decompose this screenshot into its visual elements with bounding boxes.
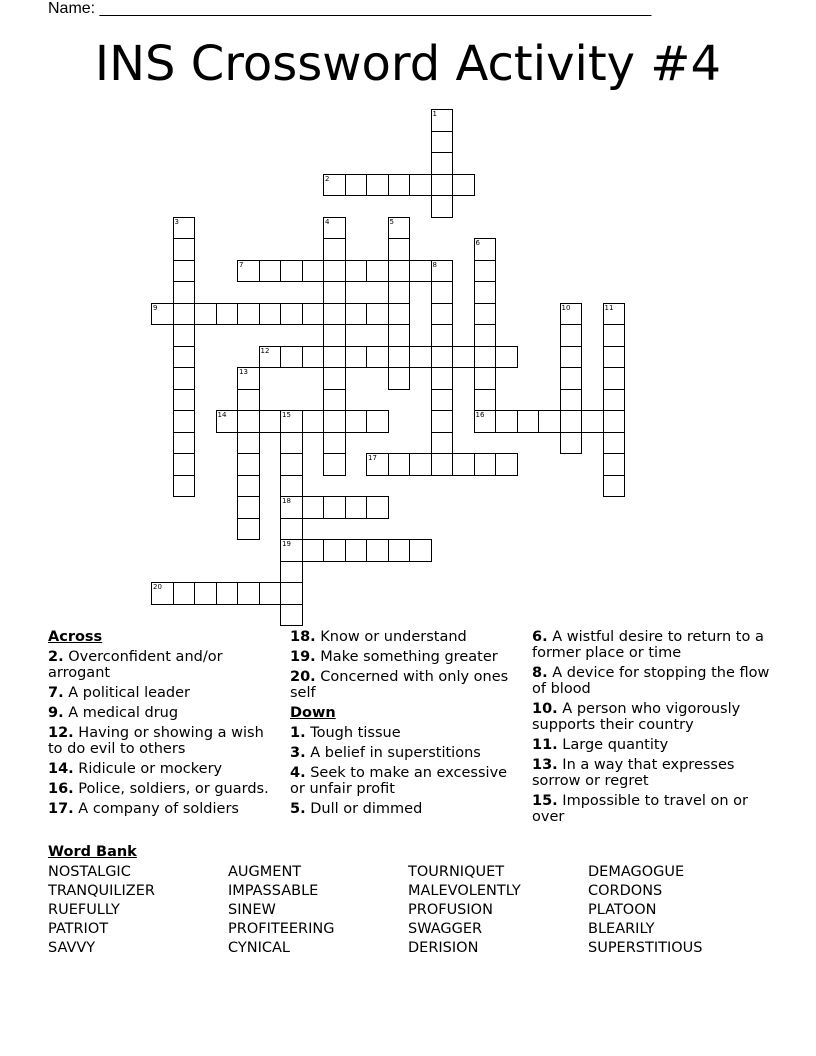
crossword-cell[interactable] (323, 389, 346, 412)
crossword-cell[interactable] (280, 496, 303, 519)
cell-number: 2 (325, 174, 330, 183)
clue-number: 3. (290, 745, 306, 761)
clue-down-8 (532, 665, 772, 697)
clues-column-2 (290, 629, 525, 821)
clue-text: A person who vigorously supports their country (532, 701, 741, 733)
clue-text: Police, soldiers, or guards. (78, 781, 269, 797)
crossword-cell[interactable] (216, 410, 239, 433)
cell-number: 20 (153, 583, 162, 591)
crossword-cell[interactable] (323, 432, 346, 455)
crossword-cell[interactable] (302, 303, 325, 326)
crossword-cell[interactable] (431, 195, 454, 218)
clue-number: 17. (48, 801, 74, 817)
clue-number: 12. (48, 725, 74, 741)
clue-down-3 (290, 745, 525, 761)
crossword-cell[interactable] (560, 303, 583, 326)
crossword-cell[interactable] (237, 367, 260, 390)
clue-number: 10. (532, 701, 558, 717)
clue-across-9 (48, 705, 278, 721)
crossword-cell[interactable] (345, 496, 368, 519)
word-bank-word: PROFUSION (408, 902, 493, 918)
clue-across-12 (48, 725, 278, 757)
crossword-cell[interactable] (237, 260, 260, 283)
crossword-cell[interactable] (280, 346, 303, 369)
clue-across-19 (290, 649, 525, 665)
word-bank-word: AUGMENT (228, 864, 302, 880)
cell-number: 16 (475, 411, 485, 419)
crossword-cell[interactable] (603, 453, 626, 476)
crossword-cell[interactable] (216, 303, 239, 326)
crossword-cell[interactable] (388, 346, 411, 369)
crossword-cell[interactable] (302, 496, 325, 519)
crossword-cell[interactable] (366, 539, 389, 562)
clue-number: 5. (290, 801, 306, 817)
word-bank-word: CORDONS (588, 883, 663, 899)
crossword-cell[interactable] (431, 109, 454, 132)
crossword-cell[interactable] (323, 303, 346, 326)
crossword-cell[interactable] (173, 432, 196, 455)
crossword-cell[interactable] (366, 346, 389, 369)
cell-number: 10 (561, 303, 571, 312)
clue-down-13 (532, 757, 772, 789)
crossword-cell[interactable] (345, 174, 368, 197)
clue-text: Overconfident and/or arrogant (48, 649, 223, 681)
crossword-cell[interactable] (302, 410, 325, 433)
clues-column-3 (532, 629, 772, 829)
clue-number: 18. (290, 629, 316, 645)
cell-number: 11 (604, 303, 614, 312)
crossword-cell[interactable] (173, 303, 196, 326)
word-bank-word: NOSTALGIC (48, 864, 131, 880)
word-bank-heading: Word Bank (48, 844, 137, 860)
clue-text: Tough tissue (310, 725, 401, 741)
clue-across-14 (48, 761, 278, 777)
crossword-cell[interactable] (452, 346, 475, 369)
crossword-cell[interactable] (345, 303, 368, 326)
crossword-cell[interactable] (431, 410, 454, 433)
word-bank-word: DEMAGOGUE (588, 864, 685, 880)
crossword-cell[interactable] (560, 432, 583, 455)
clue-number: 6. (532, 629, 548, 645)
crossword-cell[interactable] (216, 582, 239, 605)
crossword-cell[interactable] (388, 217, 411, 240)
word-bank-word: TRANQUILIZER (48, 883, 155, 899)
crossword-cell[interactable] (431, 281, 454, 304)
crossword-cell[interactable] (495, 410, 518, 433)
crossword-cell[interactable] (302, 260, 325, 283)
down-heading: Down (290, 705, 336, 721)
crossword-cell[interactable] (173, 582, 196, 605)
crossword-cell[interactable] (409, 539, 432, 562)
word-bank-word: PLATOON (588, 902, 657, 918)
crossword-cell[interactable] (173, 346, 196, 369)
crossword-cell[interactable] (345, 539, 368, 562)
crossword-cell[interactable] (323, 453, 346, 476)
crossword-cell[interactable] (409, 260, 432, 283)
word-bank-word: SUPERSTITIOUS (588, 940, 703, 956)
crossword-cell[interactable] (280, 453, 303, 476)
crossword-cell[interactable] (194, 303, 217, 326)
crossword-cell[interactable] (173, 367, 196, 390)
crossword-cell[interactable] (173, 453, 196, 476)
crossword-cell[interactable] (474, 410, 497, 433)
cell-number: 19 (282, 540, 291, 548)
crossword-cell[interactable] (151, 303, 174, 326)
clue-text: Large quantity (562, 737, 669, 753)
crossword-cell[interactable] (603, 303, 626, 326)
page-title: INS Crossword Activity #4 (94, 36, 722, 92)
crossword-cell[interactable] (366, 496, 389, 519)
crossword-cell[interactable] (431, 346, 454, 369)
crossword-cell[interactable] (280, 518, 303, 541)
crossword-cell[interactable] (345, 260, 368, 283)
word-bank-column-4 (588, 863, 703, 958)
clue-number: 7. (48, 685, 64, 701)
crossword-cell[interactable] (388, 174, 411, 197)
word-bank-word: PROFITEERING (228, 921, 335, 937)
crossword-cell[interactable] (474, 260, 497, 283)
clue-down-1 (290, 725, 525, 741)
crossword-cell[interactable] (431, 260, 454, 283)
crossword-cell[interactable] (280, 475, 303, 498)
clue-number: 19. (290, 649, 316, 665)
crossword-cell[interactable] (474, 367, 497, 390)
name-field-label[interactable]: Name: ______________________________________________________________ (48, 0, 652, 17)
word-bank-word: CYNICAL (228, 940, 290, 956)
crossword-cell[interactable] (280, 539, 303, 562)
crossword-cell[interactable] (173, 281, 196, 304)
cell-number: 1 (432, 110, 437, 118)
clue-number: 9. (48, 705, 64, 721)
crossword-cell[interactable] (259, 410, 282, 433)
clue-number: 8. (532, 665, 548, 681)
crossword-cell[interactable] (173, 389, 196, 412)
crossword-cell[interactable] (474, 453, 497, 476)
crossword-cell[interactable] (280, 260, 303, 283)
word-bank-word: PATRIOT (48, 921, 109, 937)
clue-down-11 (532, 737, 772, 753)
crossword-cell[interactable] (237, 410, 260, 433)
clue-number: 20. (290, 669, 316, 685)
cell-number: 12 (260, 346, 270, 355)
word-bank-word: SINEW (228, 902, 276, 918)
crossword-cell[interactable] (560, 346, 583, 369)
crossword-cell[interactable] (431, 303, 454, 326)
clue-text: In a way that expresses sorrow or regret (532, 757, 735, 789)
crossword-cell[interactable] (237, 432, 260, 455)
crossword-cell[interactable] (280, 561, 303, 584)
clue-number: 2. (48, 649, 64, 665)
crossword-cell[interactable] (237, 389, 260, 412)
crossword-cell[interactable] (259, 303, 282, 326)
clue-down-15 (532, 793, 772, 825)
crossword-cell[interactable] (280, 410, 303, 433)
crossword-cell[interactable] (151, 582, 174, 605)
clue-text: A belief in superstitions (310, 745, 481, 761)
cell-number: 7 (239, 260, 244, 269)
cell-number: 18 (282, 497, 291, 505)
crossword-cell[interactable] (323, 496, 346, 519)
clues-column-1 (48, 629, 278, 821)
clue-across-20 (290, 669, 525, 701)
crossword-cell[interactable] (302, 539, 325, 562)
crossword-cell[interactable] (323, 260, 346, 283)
clue-number: 1. (290, 725, 306, 741)
crossword-cell[interactable] (560, 367, 583, 390)
crossword-cell[interactable] (431, 389, 454, 412)
clue-number: 16. (48, 781, 74, 797)
crossword-cell[interactable] (237, 475, 260, 498)
crossword-cell[interactable] (366, 303, 389, 326)
crossword-cell[interactable] (237, 453, 260, 476)
crossword-cell[interactable] (538, 410, 561, 433)
crossword-cell[interactable] (495, 453, 518, 476)
cell-number: 4 (325, 217, 330, 226)
crossword-cell[interactable] (603, 324, 626, 347)
crossword-cell[interactable] (237, 518, 260, 541)
crossword-cell[interactable] (474, 324, 497, 347)
crossword-cell[interactable] (474, 389, 497, 412)
crossword-cell[interactable] (302, 346, 325, 369)
clue-number: 11. (532, 737, 558, 753)
cell-number: 3 (174, 217, 179, 226)
crossword-cell[interactable] (323, 217, 346, 240)
crossword-cell[interactable] (431, 131, 454, 154)
crossword-cell[interactable] (280, 303, 303, 326)
clue-text: Impossible to travel on or over (532, 793, 749, 825)
crossword-cell[interactable] (388, 303, 411, 326)
clue-down-4 (290, 765, 525, 797)
cell-number: 14 (217, 411, 227, 419)
crossword-cell[interactable] (388, 539, 411, 562)
crossword-cell[interactable] (173, 217, 196, 240)
clue-number: 13. (532, 757, 558, 773)
clue-text: Know or understand (320, 629, 467, 645)
crossword-cell[interactable] (603, 367, 626, 390)
clue-text: A political leader (68, 685, 191, 701)
crossword-cell[interactable] (237, 303, 260, 326)
crossword-cell[interactable] (345, 346, 368, 369)
crossword-cell[interactable] (280, 432, 303, 455)
crossword-cell[interactable] (560, 410, 583, 433)
crossword-cell[interactable] (388, 260, 411, 283)
clue-number: 14. (48, 761, 74, 777)
crossword-cell[interactable] (431, 324, 454, 347)
clue-text: A medical drug (68, 705, 179, 721)
crossword-cell[interactable] (323, 539, 346, 562)
word-bank-word: TOURNIQUET (408, 864, 505, 880)
crossword-cell[interactable] (474, 281, 497, 304)
clue-text: A device for stopping the flow of blood (532, 665, 770, 697)
crossword-cell[interactable] (474, 346, 497, 369)
crossword-cell[interactable] (194, 582, 217, 605)
crossword-cell[interactable] (173, 475, 196, 498)
crossword-cell[interactable] (431, 367, 454, 390)
clue-down-10 (532, 701, 772, 733)
word-bank-word: SWAGGER (408, 921, 483, 937)
clue-across-18 (290, 629, 525, 645)
crossword-cell[interactable] (409, 174, 432, 197)
word-bank-word: SAVVY (48, 940, 96, 956)
crossword-cell[interactable] (173, 324, 196, 347)
word-bank-word: RUEFULLY (48, 902, 120, 918)
clue-across-7 (48, 685, 278, 701)
clue-text: Concerned with only ones self (290, 669, 509, 701)
crossword-cell[interactable] (388, 453, 411, 476)
crossword-cell[interactable] (603, 346, 626, 369)
cell-number: 5 (389, 217, 394, 226)
crossword-cell[interactable] (603, 432, 626, 455)
crossword-cell[interactable] (323, 174, 346, 197)
crossword-cell[interactable] (323, 346, 346, 369)
crossword-cell[interactable] (603, 389, 626, 412)
cell-number: 13 (239, 368, 248, 376)
crossword-cell[interactable] (560, 389, 583, 412)
clue-number: 15. (532, 793, 558, 809)
clue-text: Dull or dimmed (310, 801, 423, 817)
crossword-cell[interactable] (345, 410, 368, 433)
crossword-cell[interactable] (452, 453, 475, 476)
word-bank-word: IMPASSABLE (228, 883, 319, 899)
crossword-cell[interactable] (431, 152, 454, 175)
cell-number: 6 (475, 239, 480, 247)
crossword-cell[interactable] (409, 453, 432, 476)
crossword-cell[interactable] (474, 303, 497, 326)
word-bank-word: DERISION (408, 940, 479, 956)
clue-across-16 (48, 781, 278, 797)
crossword-cell[interactable] (388, 238, 411, 261)
clue-text: Seek to make an excessive or unfair profit (290, 765, 508, 797)
clue-across-17 (48, 801, 278, 817)
crossword-cell[interactable] (366, 453, 389, 476)
cell-number: 9 (153, 303, 158, 312)
crossword-cell[interactable] (323, 324, 346, 347)
crossword-cell[interactable] (603, 410, 626, 433)
crossword-cell[interactable] (366, 260, 389, 283)
crossword-cell[interactable] (237, 496, 260, 519)
crossword-cell[interactable] (280, 582, 303, 605)
clue-down-6 (532, 629, 772, 661)
cell-number: 8 (432, 260, 437, 269)
clue-text: Ridicule or mockery (78, 761, 223, 777)
clue-text: Having or showing a wish to do evil to others (48, 725, 264, 757)
crossword-cell[interactable] (388, 324, 411, 347)
crossword-cell[interactable] (495, 346, 518, 369)
crossword-cell[interactable] (323, 367, 346, 390)
crossword-cell[interactable] (431, 174, 454, 197)
crossword-cell[interactable] (173, 410, 196, 433)
crossword-cell[interactable] (517, 410, 540, 433)
crossword-cell[interactable] (280, 604, 303, 627)
word-bank-word: MALEVOLENTLY (408, 883, 521, 899)
crossword-cell[interactable] (323, 238, 346, 261)
crossword-cell[interactable] (474, 238, 497, 261)
crossword-cell[interactable] (259, 260, 282, 283)
crossword-cell[interactable] (452, 174, 475, 197)
word-bank-column-2 (228, 863, 334, 958)
crossword-cell[interactable] (173, 238, 196, 261)
word-bank-word: BLEARILY (588, 921, 655, 937)
crossword-cell[interactable] (173, 260, 196, 283)
across-heading: Across (48, 629, 103, 645)
crossword-cell[interactable] (366, 174, 389, 197)
cell-number: 15 (282, 411, 291, 419)
crossword-cell[interactable] (388, 367, 411, 390)
crossword-cell[interactable] (366, 410, 389, 433)
crossword-cell[interactable] (409, 346, 432, 369)
crossword-cell[interactable] (237, 582, 260, 605)
crossword-cell[interactable] (388, 281, 411, 304)
crossword-cell[interactable] (431, 432, 454, 455)
crossword-cell[interactable] (560, 324, 583, 347)
word-bank-column-1 (48, 863, 155, 958)
clue-text: A wistful desire to return to a former place or time (532, 629, 764, 661)
clue-across-2 (48, 649, 278, 681)
crossword-cell[interactable] (323, 410, 346, 433)
cell-number: 17 (368, 454, 377, 462)
crossword-cell[interactable] (431, 453, 454, 476)
clue-down-5 (290, 801, 525, 817)
crossword-cell[interactable] (259, 582, 282, 605)
crossword-cell[interactable] (259, 346, 282, 369)
clue-text: A company of soldiers (78, 801, 239, 817)
crossword-cell[interactable] (581, 410, 604, 433)
crossword-cell[interactable] (603, 475, 626, 498)
crossword-cell[interactable] (323, 281, 346, 304)
clue-text: Make something greater (320, 649, 498, 665)
word-bank-column-3 (408, 863, 521, 958)
clue-number: 4. (290, 765, 306, 781)
